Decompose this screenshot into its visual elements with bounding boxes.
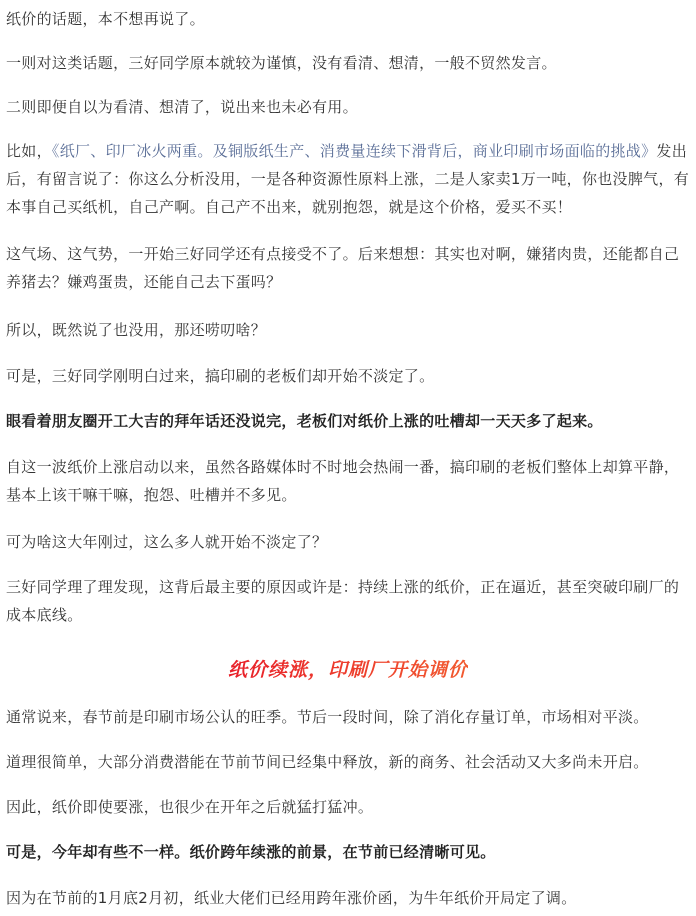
paragraph: 可为啥这大年刚过，这么多人就开始不淡定了？	[6, 533, 328, 551]
paragraph: 因为在节前的1月底2月初，纸业大佬们已经用跨年涨价函，为牛年纸价开局定了调。	[6, 889, 577, 907]
paragraph: 纸价的话题，本不想再说了。	[6, 10, 205, 28]
paragraph: 因此，纸价即使要涨，也很少在开年之后就猛打猛冲。	[6, 798, 374, 816]
paragraph-text: 发出后，有留言说了：你这么分析没用，一是各种资源性原料上涨，二是人家卖1万一吨，你也没脾气，有本事自己买纸机，自己产啊。自己产不出来，就别抱怨，就是这个价格，爱买不买！	[6, 142, 690, 216]
bold-paragraph: 可是，今年却有些不一样。纸价跨年续涨的前景，在节前已经清晰可见。	[6, 843, 496, 861]
paragraph: 道理很简单，大部分消费潜能在节前节间已经集中释放，新的商务、社会活动又大多尚未开启。	[6, 753, 649, 771]
paragraph-with-link	[6, 137, 690, 221]
paragraph: 二则即便自以为看清、想清了，说出来也未必有用。	[6, 98, 358, 116]
paragraph: 三好同学理了理发现，这背后最主要的原因或许是：持续上涨的纸价，正在逼近，甚至突破印刷厂的成本底线。	[6, 578, 680, 624]
section-heading-text: 纸价续涨，印刷厂开始调价	[227, 659, 468, 681]
paragraph: 通常说来，春节前是印刷市场公认的旺季。节后一段时间，除了消化存量订单，市场相对平淡。	[6, 708, 649, 726]
paragraph: 这气场、这气势，一开始三好同学还有点接受不了。后来想想：其实也对啊，嫌猪肉贵，还能都自己养猪去？嫌鸡蛋贵，还能自己去下蛋吗？	[6, 245, 680, 291]
paragraph-prefix: 比如，	[6, 142, 52, 160]
paragraph: 一则对这类话题，三好同学原本就较为谨慎，没有看清、想清，一般不贸然发言。	[6, 54, 557, 72]
paragraph: 可是，三好同学刚明白过来，搞印刷的老板们却开始不淡定了。	[6, 367, 435, 385]
bold-paragraph: 眼看着朋友圈开工大吉的拜年话还没说完，老板们对纸价上涨的吐槽却一天天多了起来。	[6, 412, 603, 430]
article-link[interactable]: 《纸厂、印厂冰火两重。及铜版纸生产、消费量连续下滑背后，商业印刷市场面临的挑战》	[51, 142, 657, 160]
paragraph: 所以，既然说了也没用，那还唠叨啥？	[6, 321, 267, 339]
paragraph: 自这一波纸价上涨启动以来，虽然各路媒体时不时地会热闹一番，搞印刷的老板们整体上却算平静，基本上该干嘛干嘛，抱怨、吐槽并不多见。	[6, 458, 680, 504]
section-heading	[6, 655, 690, 682]
